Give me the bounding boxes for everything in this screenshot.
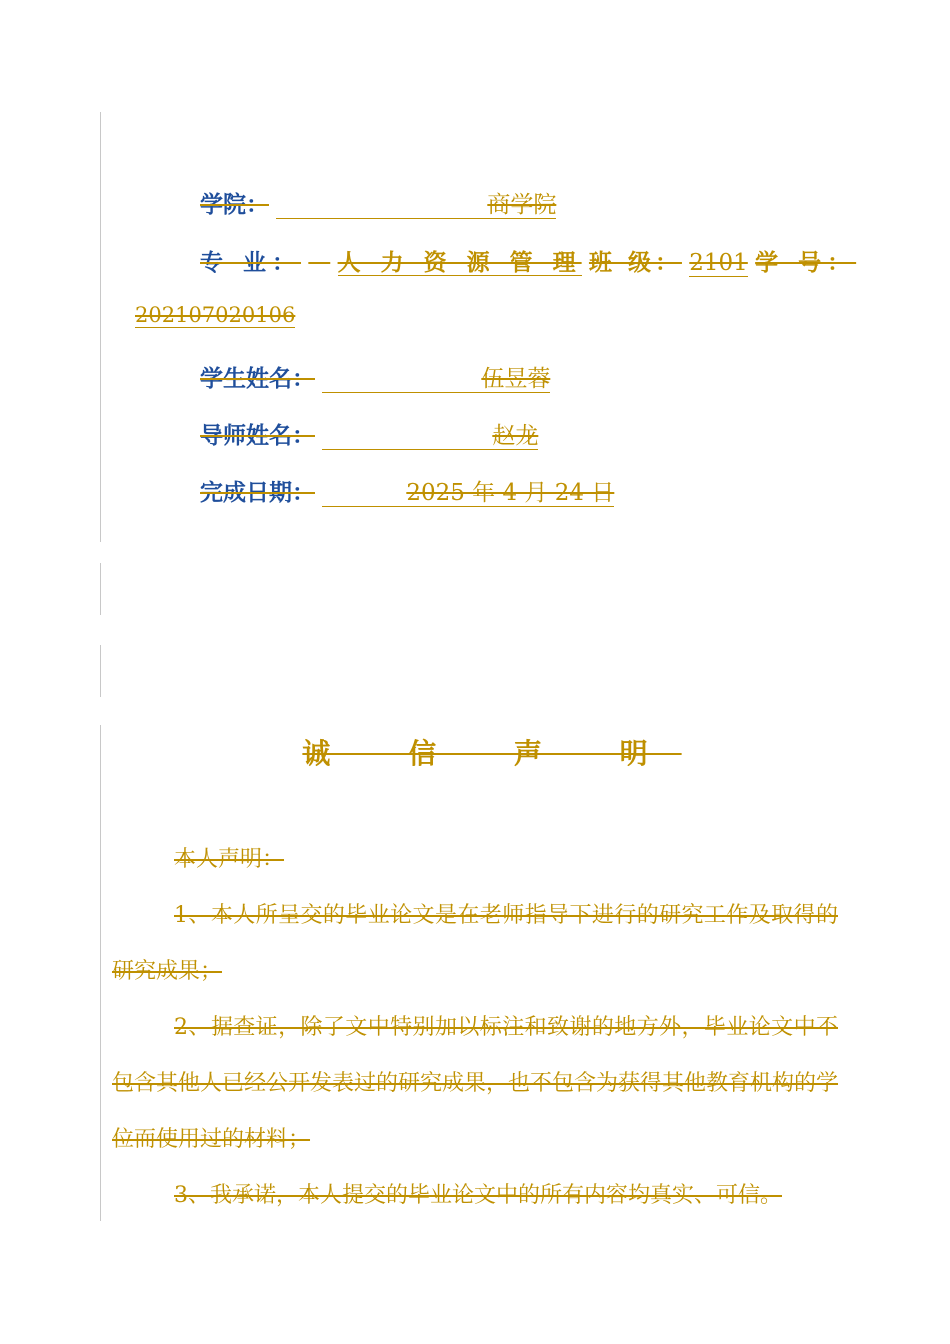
major-value: 人 力 资 源 管 理 bbox=[337, 249, 582, 276]
advisor-row bbox=[200, 417, 538, 450]
date-row bbox=[200, 474, 614, 507]
student-name-label: 学生姓名： bbox=[200, 366, 315, 392]
date-label: 完成日期： bbox=[200, 480, 315, 506]
student-id-value: 202107020106 bbox=[135, 303, 296, 327]
major-label: 专 业： bbox=[200, 250, 302, 276]
declaration-item-1: 1、本人所呈交的毕业论文是在老师指导下进行的研究工作及取得的研究成果； bbox=[112, 903, 838, 984]
date-value: 2025 年 4 月 24 日 bbox=[322, 481, 614, 507]
advisor-value: 赵龙 bbox=[322, 424, 538, 450]
major-row bbox=[200, 244, 856, 277]
class-label: 班 级： bbox=[588, 249, 682, 276]
margin-bar-3 bbox=[100, 645, 101, 697]
declaration-title: 诚 信 声 明 bbox=[302, 737, 682, 770]
college-value: 商学院 bbox=[276, 193, 556, 219]
declaration-item-3: 3、我承诺，本人提交的毕业论文中的所有内容均真实、可信。 bbox=[174, 1183, 782, 1208]
student-id-label: 学 号： bbox=[755, 249, 857, 276]
college-row bbox=[200, 186, 556, 219]
margin-bar-4 bbox=[100, 725, 101, 1221]
margin-bar-1 bbox=[100, 112, 101, 542]
declaration-intro: 本人声明： bbox=[174, 847, 285, 872]
college-label: 学院： bbox=[200, 192, 269, 218]
class-value: 2101 bbox=[689, 250, 748, 276]
student-id-row bbox=[135, 302, 295, 328]
student-name-value: 伍昱蓉 bbox=[322, 367, 550, 393]
major-spacer bbox=[308, 250, 330, 276]
advisor-label: 导师姓名： bbox=[200, 423, 315, 449]
margin-bar-2 bbox=[100, 563, 101, 615]
declaration-item-2: 2、据查证，除了文中特别加以标注和致谢的地方外，毕业论文中不包含其他人已经公开发表过的研究成果，也不包含为获得其他教育机构的学位而使用过的材料； bbox=[112, 1015, 839, 1152]
student-name-row bbox=[200, 360, 550, 393]
